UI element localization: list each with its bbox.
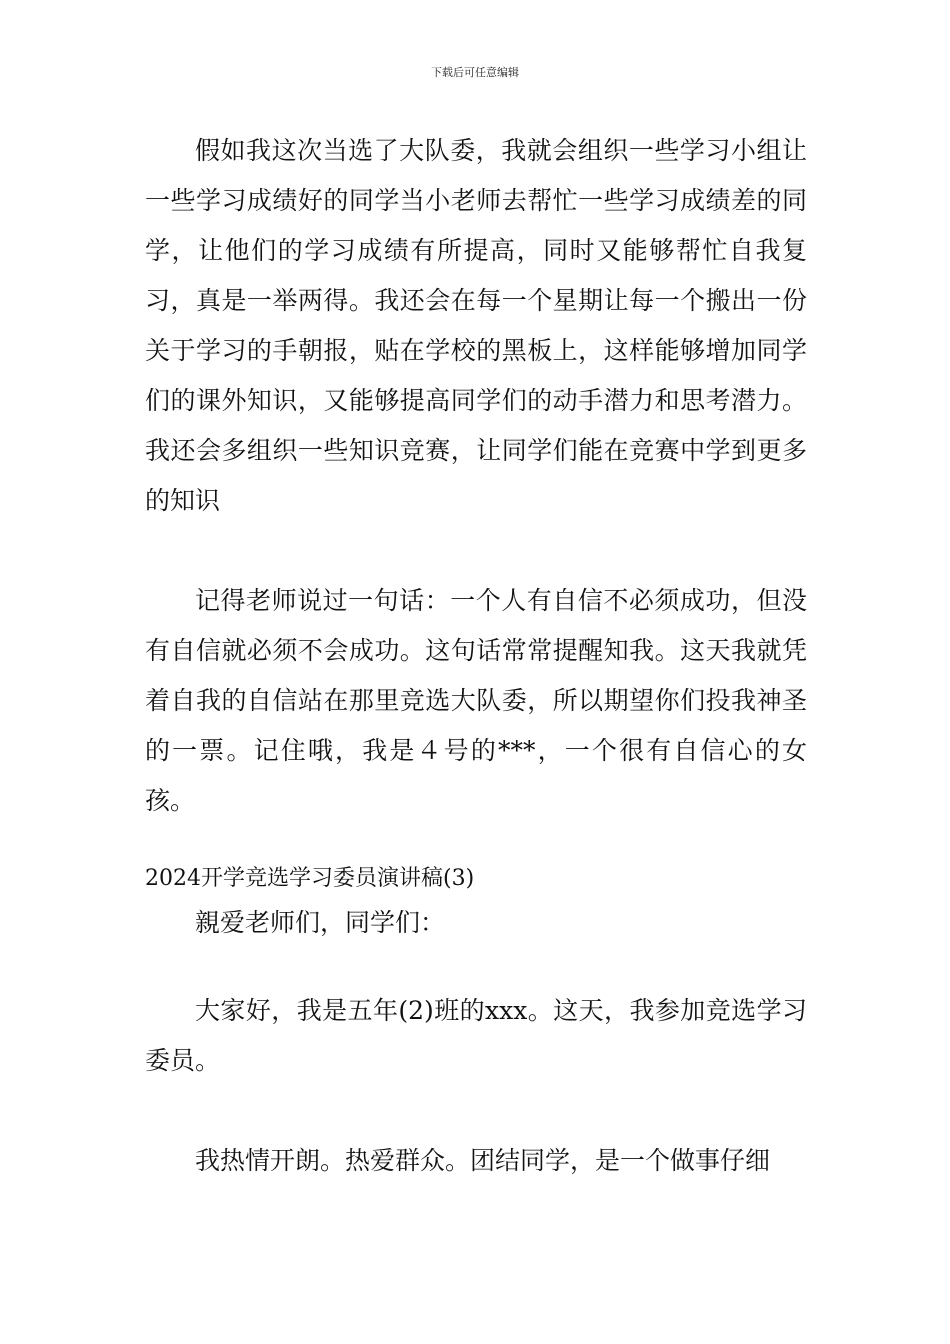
paragraph-introduction: 大家好，我是五年(2)班的xxx。这天，我参加竞选学习委员。 — [145, 996, 807, 1075]
paragraph-spacer — [145, 950, 807, 986]
paragraph-campaign-plans: 假如我这次当选了大队委，我就会组织一些学习小组让一些学习成绩好的同学当小老师去帮忙一些学习成绩差的同学，让他们的学习成绩有所提高，同时又能够帮忙自我复习，真是一举两得。我还会在每一个星期让每一个搬出一份关于学习的手朝报，贴在学校的黑板上，这样能够增加同学们的课外知识，又能够提高同学们的动手潜力和思考潜力。我还会多组织一些知识竞赛，让同学们能在竞赛中学到更多的知识 — [145, 136, 807, 515]
paragraph-personality: 我热情开朗。热爱群众。团结同学，是一个做事仔细 — [195, 1146, 771, 1175]
salutation: 親爱老师们，同学们： — [195, 908, 446, 937]
document-body — [145, 126, 807, 1186]
paragraph-spacer — [145, 1086, 807, 1136]
paragraph-confidence: 记得老师说过一句话：一个人有自信不必须成功，但没有自信就必须不会成功。这句话常常提醒知我。这天我就凭着自我的自信站在那里竞选大队委，所以期望你们投我神圣的一票。记住哦，我是４号的***，一个很有自信心的女孩。 — [145, 586, 807, 815]
paragraph-spacer — [145, 826, 807, 862]
page-header-note: 下载后可任意编辑 — [431, 66, 519, 79]
paragraph-spacer — [145, 526, 807, 576]
section-title: 2024开学竞选学习委员演讲稿(3) — [145, 866, 475, 891]
